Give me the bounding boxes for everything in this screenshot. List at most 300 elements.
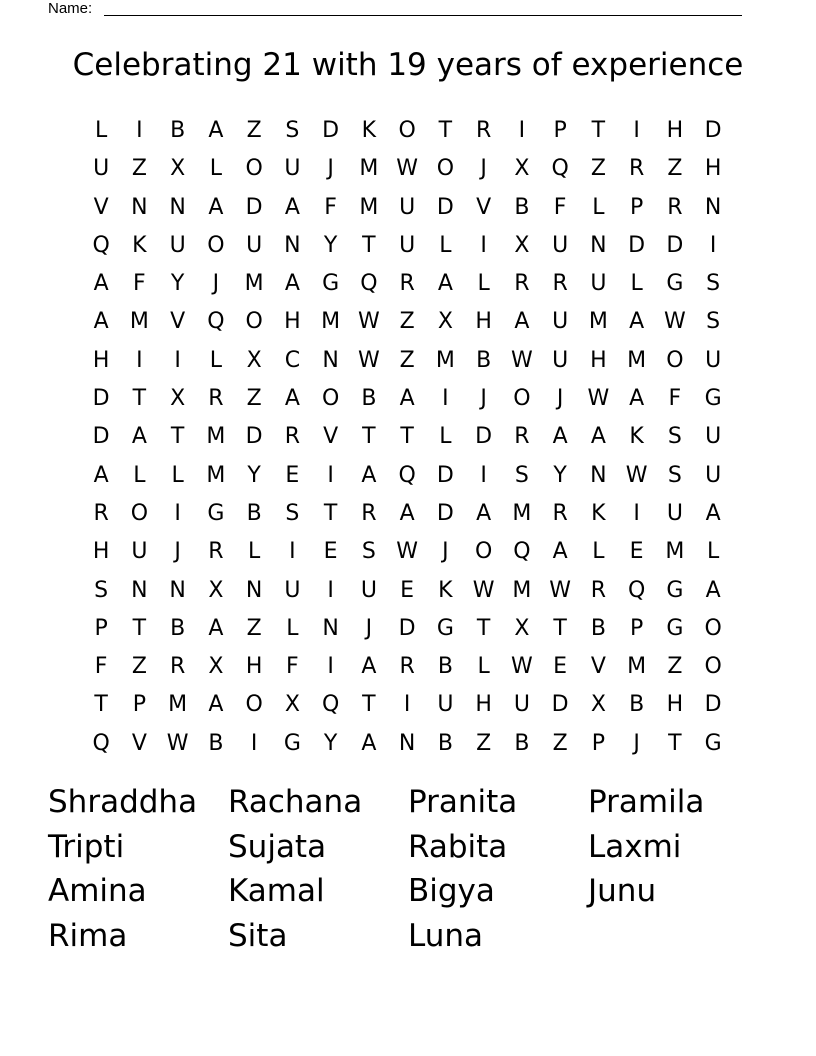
letter-grid — [82, 112, 732, 763]
grid-letter: T — [132, 615, 147, 641]
grid-letter: B — [437, 730, 453, 756]
word-list-item: Sita — [228, 918, 288, 955]
grid-letter: T — [476, 615, 491, 641]
grid-letter: Q — [513, 539, 531, 565]
grid-letter: A — [476, 500, 492, 526]
grid-letter: Y — [553, 462, 567, 488]
grid-letter: T — [323, 500, 338, 526]
grid-letter: B — [514, 730, 530, 756]
grid-letter: V — [476, 194, 492, 220]
grid-letter: O — [398, 118, 416, 143]
grid-letter: U — [437, 692, 454, 718]
grid-letter: U — [705, 462, 722, 488]
grid-letter: I — [518, 118, 526, 143]
grid-letter: D — [398, 615, 416, 641]
grid-letter: R — [590, 577, 607, 603]
grid-letter: E — [400, 577, 415, 603]
grid-letter: Z — [131, 654, 147, 680]
grid-letter: R — [475, 118, 492, 143]
grid-letter: N — [284, 232, 301, 258]
grid-letter: L — [477, 654, 490, 680]
grid-letter: W — [357, 347, 380, 373]
grid-letter: G — [704, 730, 722, 756]
word-list-item: Amina — [48, 873, 147, 910]
grid-letter: L — [439, 424, 452, 450]
grid-letter: E — [629, 539, 644, 565]
grid-letter: U — [169, 232, 186, 258]
grid-letter: L — [247, 539, 261, 565]
grid-letter: U — [666, 500, 683, 526]
grid-letter: D — [666, 232, 684, 258]
grid-letter: Z — [667, 156, 683, 182]
grid-letter: Q — [207, 309, 225, 335]
word-list — [48, 780, 768, 959]
grid-letter: X — [590, 692, 606, 718]
grid-letter: I — [327, 577, 334, 603]
grid-letter: R — [552, 271, 568, 297]
grid-letter: I — [633, 118, 640, 143]
grid-letter: P — [629, 194, 644, 220]
grid-letter: M — [627, 654, 647, 680]
grid-letter: Q — [92, 232, 110, 258]
grid-letter: A — [552, 539, 568, 565]
grid-letter: L — [209, 347, 222, 373]
grid-letter: J — [327, 156, 334, 182]
grid-letter: M — [321, 309, 341, 335]
grid-letter: W — [510, 347, 533, 373]
grid-letter: D — [475, 424, 493, 450]
grid-row — [82, 648, 732, 686]
grid-letter: H — [704, 156, 722, 182]
grid-letter: B — [170, 615, 186, 641]
grid-letter: P — [591, 730, 606, 756]
word-list-item: Sujata — [228, 828, 327, 865]
grid-letter: K — [629, 424, 644, 450]
grid-letter: W — [472, 577, 495, 603]
grid-letter: E — [553, 654, 568, 680]
grid-letter: S — [706, 271, 721, 297]
grid-letter: H — [666, 692, 684, 718]
grid-letter: R — [93, 500, 109, 526]
grid-letter: O — [436, 156, 455, 182]
word-list-item: Pramila — [588, 784, 705, 820]
grid-letter: Q — [627, 577, 646, 603]
name-label: Name: — [48, 0, 93, 17]
grid-letter: F — [94, 654, 108, 680]
grid-letter: V — [131, 730, 147, 756]
grid-letter: F — [668, 386, 682, 412]
grid-letter: L — [209, 156, 222, 182]
grid-letter: U — [590, 271, 607, 297]
grid-letter: A — [208, 692, 224, 718]
grid-letter: D — [436, 194, 454, 220]
grid-letter: O — [666, 347, 684, 373]
grid-letter: F — [324, 194, 337, 220]
grid-letter: A — [705, 577, 721, 603]
grid-letter: M — [512, 500, 532, 526]
grid-letter: W — [396, 539, 418, 565]
grid-letter: I — [480, 232, 487, 258]
grid-letter: L — [94, 118, 108, 143]
grid-letter: E — [285, 462, 300, 488]
grid-letter: K — [438, 577, 453, 603]
grid-letter: N — [169, 194, 186, 220]
grid-letter: L — [171, 462, 184, 488]
grid-letter: F — [286, 654, 299, 680]
grid-letter: K — [132, 232, 147, 258]
grid-letter: X — [208, 577, 224, 603]
grid-letter: G — [322, 271, 340, 297]
grid-letter: R — [361, 500, 377, 526]
grid-letter: X — [246, 347, 262, 373]
grid-letter: K — [591, 500, 606, 526]
grid-letter: O — [321, 386, 340, 412]
grid-letter: A — [514, 309, 530, 335]
grid-letter: N — [322, 347, 339, 373]
grid-letter: I — [136, 347, 143, 373]
grid-letter: A — [284, 386, 300, 412]
grid-letter: M — [588, 309, 608, 335]
grid-letter: U — [284, 156, 301, 182]
grid-letter: O — [245, 156, 263, 182]
grid-row — [82, 418, 732, 456]
grid-letter: J — [212, 271, 220, 297]
grid-letter: N — [398, 730, 416, 756]
grid-letter: A — [629, 386, 645, 412]
grid-letter: U — [360, 577, 377, 603]
grid-letter: X — [514, 615, 530, 641]
grid-letter: D — [704, 118, 722, 143]
grid-row — [82, 686, 732, 724]
grid-letter: Z — [246, 386, 262, 412]
grid-letter: R — [514, 271, 530, 297]
grid-letter: W — [357, 309, 380, 335]
grid-letter: S — [667, 424, 682, 450]
grid-letter: M — [435, 347, 455, 373]
grid-letter: M — [359, 156, 379, 182]
grid-letter: D — [245, 194, 263, 220]
grid-letter: B — [514, 194, 530, 220]
grid-letter: X — [284, 692, 300, 718]
grid-letter: T — [400, 424, 414, 450]
grid-letter: I — [174, 347, 181, 373]
grid-letter: D — [628, 232, 646, 258]
grid-letter: V — [93, 194, 109, 220]
grid-letter: H — [245, 654, 263, 680]
grid-letter: W — [549, 577, 571, 603]
grid-letter: N — [131, 577, 148, 603]
grid-letter: I — [480, 462, 487, 488]
grid-letter: T — [132, 386, 147, 412]
word-list-item: Rabita — [408, 828, 508, 865]
grid-letter: T — [362, 232, 376, 258]
grid-letter: X — [514, 232, 530, 258]
word-list-item: Luna — [408, 918, 484, 955]
grid-letter: A — [437, 271, 453, 297]
grid-letter: A — [361, 730, 377, 756]
grid-letter: D — [551, 692, 569, 718]
grid-letter: A — [705, 500, 721, 526]
grid-letter: L — [477, 271, 490, 297]
grid-letter: Q — [551, 156, 569, 182]
grid-letter: A — [284, 271, 300, 297]
grid-letter: M — [206, 424, 226, 450]
grid-letter: M — [627, 347, 647, 373]
grid-letter: S — [706, 309, 721, 335]
grid-letter: Q — [398, 462, 416, 488]
word-list-item: Junu — [588, 873, 657, 910]
grid-letter: Z — [131, 156, 147, 182]
grid-letter: H — [475, 692, 492, 718]
grid-letter: W — [166, 730, 189, 756]
grid-letter: B — [437, 654, 453, 680]
grid-letter: J — [556, 386, 564, 412]
word-list-item: Tripti — [48, 828, 125, 865]
grid-letter: I — [250, 730, 258, 756]
grid-row — [82, 572, 732, 610]
grid-letter: G — [666, 577, 684, 603]
grid-letter: U — [705, 347, 722, 373]
grid-letter: H — [92, 539, 110, 565]
grid-letter: H — [92, 347, 110, 373]
grid-letter: U — [399, 232, 416, 258]
grid-letter: G — [666, 271, 684, 297]
grid-letter: A — [399, 500, 415, 526]
grid-letter: P — [132, 692, 147, 718]
grid-letter: M — [512, 577, 532, 603]
grid-letter: J — [442, 539, 449, 565]
grid-letter: S — [285, 500, 300, 526]
grid-letter: T — [94, 692, 108, 718]
grid-letter: O — [245, 309, 263, 335]
grid-letter: J — [480, 156, 487, 182]
grid-letter: T — [591, 118, 606, 143]
grid-letter: X — [514, 156, 530, 182]
grid-letter: U — [93, 156, 110, 182]
grid-letter: J — [480, 386, 487, 412]
word-list-item: Rima — [48, 918, 128, 955]
grid-letter: Q — [92, 730, 110, 756]
grid-letter: T — [362, 424, 376, 450]
grid-letter: A — [93, 271, 109, 297]
grid-row — [82, 112, 732, 150]
grid-letter: M — [168, 692, 188, 718]
grid-letter: I — [403, 692, 411, 718]
grid-letter: I — [327, 654, 334, 680]
grid-letter: Q — [360, 271, 378, 297]
grid-letter: N — [131, 194, 148, 220]
grid-letter: B — [170, 118, 186, 143]
grid-letter: N — [322, 615, 339, 641]
grid-letter: Z — [246, 118, 262, 143]
word-list-item: Pranita — [408, 784, 518, 820]
grid-letter: F — [133, 271, 146, 297]
grid-letter: D — [245, 424, 263, 450]
grid-letter: K — [361, 118, 377, 143]
grid-letter: G — [207, 500, 225, 526]
grid-row — [82, 495, 732, 533]
grid-letter: O — [474, 539, 493, 565]
grid-letter: O — [513, 386, 531, 412]
grid-letter: D — [436, 462, 454, 488]
grid-row — [82, 150, 732, 188]
grid-letter: W — [510, 654, 533, 680]
grid-letter: P — [629, 615, 644, 641]
grid-letter: A — [93, 309, 109, 335]
grid-letter: L — [706, 539, 720, 565]
grid-row — [82, 227, 732, 265]
grid-letter: I — [289, 539, 296, 565]
grid-letter: T — [668, 730, 682, 756]
grid-letter: E — [323, 539, 338, 565]
grid-letter: R — [399, 271, 415, 297]
grid-letter: Z — [476, 730, 492, 756]
grid-letter: X — [170, 156, 186, 182]
grid-letter: Z — [399, 347, 415, 373]
grid-letter: Z — [399, 309, 415, 335]
grid-letter: W — [625, 462, 648, 488]
grid-letter: B — [246, 500, 262, 526]
grid-letter: A — [399, 386, 415, 412]
grid-letter: X — [208, 654, 224, 680]
grid-letter: B — [629, 692, 645, 718]
grid-letter: W — [663, 309, 686, 335]
grid-letter: G — [666, 615, 684, 641]
grid-letter: G — [704, 386, 722, 412]
grid-letter: O — [245, 692, 263, 718]
grid-letter: R — [628, 156, 645, 182]
grid-letter: D — [436, 500, 454, 526]
grid-letter: A — [93, 462, 109, 488]
grid-letter: Y — [323, 730, 338, 756]
grid-letter: T — [438, 118, 453, 143]
grid-letter: N — [590, 462, 607, 488]
grid-letter: A — [284, 194, 300, 220]
grid-letter: Q — [321, 692, 340, 718]
grid-letter: A — [590, 424, 606, 450]
grid-letter: R — [514, 424, 530, 450]
grid-letter: J — [633, 730, 640, 756]
grid-letter: U — [246, 232, 263, 258]
grid-letter: H — [284, 309, 301, 335]
grid-row — [82, 533, 732, 571]
grid-row — [82, 380, 732, 418]
grid-letter: R — [552, 500, 568, 526]
grid-letter: R — [284, 424, 301, 450]
grid-letter: A — [361, 654, 377, 680]
grid-letter: D — [322, 118, 340, 143]
grid-letter: U — [552, 347, 569, 373]
grid-letter: A — [208, 615, 224, 641]
grid-row — [82, 610, 732, 648]
grid-letter: B — [208, 730, 224, 756]
grid-letter: A — [208, 194, 224, 220]
grid-letter: Z — [246, 615, 262, 641]
grid-letter: A — [361, 462, 377, 488]
grid-letter: B — [361, 386, 377, 412]
grid-letter: Z — [552, 730, 568, 756]
grid-letter: U — [131, 539, 148, 565]
grid-letter: A — [629, 309, 645, 335]
grid-letter: O — [130, 500, 149, 526]
grid-letter: R — [169, 654, 186, 680]
grid-letter: S — [514, 462, 529, 488]
grid-letter: I — [327, 462, 334, 488]
grid-row — [82, 457, 732, 495]
grid-letter: F — [553, 194, 567, 220]
grid-letter: P — [553, 118, 567, 143]
grid-letter: N — [245, 577, 263, 603]
grid-letter: D — [704, 692, 722, 718]
grid-letter: M — [665, 539, 685, 565]
grid-letter: Z — [667, 654, 683, 680]
grid-letter: U — [705, 424, 722, 450]
grid-letter: U — [552, 232, 569, 258]
grid-letter: C — [284, 347, 301, 373]
grid-letter: U — [552, 309, 569, 335]
grid-letter: M — [129, 309, 149, 335]
grid-letter: V — [590, 654, 606, 680]
grid-letter: J — [174, 539, 181, 565]
grid-letter: Y — [323, 232, 338, 258]
grid-letter: B — [476, 347, 492, 373]
grid-letter: V — [170, 309, 186, 335]
grid-letter: X — [437, 309, 453, 335]
word-list-item: Laxmi — [588, 828, 682, 865]
grid-letter: W — [396, 156, 418, 182]
grid-letter: N — [169, 577, 186, 603]
grid-letter: Y — [247, 462, 261, 488]
grid-letter: V — [323, 424, 339, 450]
grid-letter: A — [131, 424, 147, 450]
grid-letter: U — [513, 692, 530, 718]
grid-letter: I — [136, 118, 143, 143]
grid-letter: L — [439, 232, 452, 258]
grid-letter: R — [208, 386, 224, 412]
page-title: Celebrating 21 with 19 years of experience — [72, 47, 744, 83]
grid-letter: D — [92, 424, 110, 450]
grid-letter: H — [590, 347, 607, 373]
grid-letter: P — [94, 615, 108, 641]
grid-row — [82, 725, 732, 763]
word-list-item: Kamal — [228, 873, 325, 910]
grid-letter: S — [667, 462, 682, 488]
word-list-item: Rachana — [228, 784, 363, 820]
grid-letter: I — [633, 500, 640, 526]
grid-letter: T — [553, 615, 567, 641]
grid-row — [82, 342, 732, 380]
grid-letter: U — [284, 577, 301, 603]
name-underline — [104, 15, 742, 16]
grid-row — [82, 303, 732, 341]
grid-letter: U — [399, 194, 416, 220]
grid-letter: B — [590, 615, 606, 641]
grid-letter: I — [442, 386, 449, 412]
grid-letter: L — [630, 271, 643, 297]
grid-letter: N — [704, 194, 722, 220]
grid-letter: L — [286, 615, 299, 641]
grid-letter: A — [208, 118, 224, 143]
grid-row — [82, 189, 732, 227]
grid-letter: H — [475, 309, 492, 335]
grid-letter: O — [704, 654, 722, 680]
grid-letter: D — [92, 386, 110, 412]
grid-letter: M — [206, 462, 226, 488]
word-list-item: Shraddha — [48, 784, 198, 820]
grid-row — [82, 265, 732, 303]
grid-letter: A — [552, 424, 568, 450]
grid-letter: G — [436, 615, 454, 641]
